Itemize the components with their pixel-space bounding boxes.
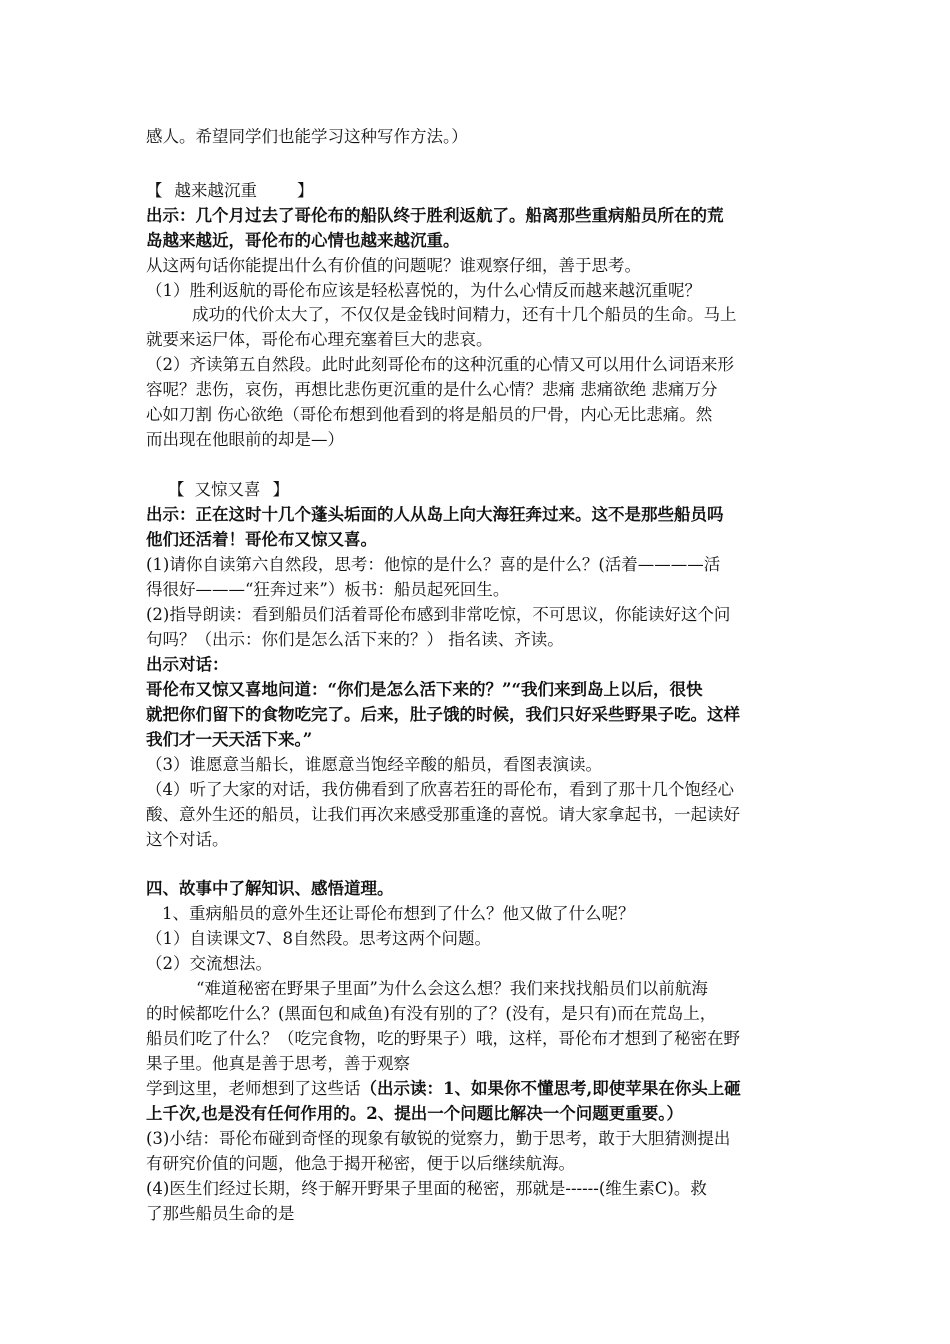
bracket-open: 【 (168, 480, 185, 499)
bracket-open: 【 (146, 181, 163, 200)
show-surprise-line1: 出示：正在这时十几个蓬头垢面的人从岛上向大海狂奔过来。这不是那些船员吗 (146, 505, 724, 524)
heavy-item2-line3: 心如刀割 伤心欲绝（哥伦布想到他看到的将是船员的尸骨，内心无比悲痛。然 (146, 405, 713, 424)
section-four-s2-line1: “难道秘密在野果子里面”为什么会这么想？我们来找找船员们以前航海 (196, 979, 708, 998)
surprise-item2-line1: (2)指导朗读：看到船员们活着哥伦布感到非常吃惊，不可思议，你能读好这个问 (146, 605, 731, 624)
section-four-q1: 1、重病船员的意外生还让哥伦布想到了什么？他又做了什么呢？ (162, 904, 635, 923)
heavy-item1: （1）胜利返航的哥伦布应该是轻松喜悦的，为什么心情反而越来越沉重呢？ (146, 281, 701, 300)
heavy-item2-line4: 而出现在他眼前的却是—） (146, 430, 344, 449)
heading-surprise (168, 477, 848, 502)
surprise-item4-line3: 这个对话。 (146, 830, 229, 849)
bracket-close: 】 (272, 480, 289, 499)
section-four-s1: （1）自读课文7、8自然段。思考这两个问题。 (146, 929, 491, 948)
section-four-s3-line1: (3)小结：哥伦布碰到奇怪的现象有敏锐的觉察力，勤于思考，敢于大胆猜测提出 (146, 1129, 731, 1148)
section-four-s2-line2: 的时候都吃什么？(黑面包和咸鱼)有没有别的了？(没有，是只有)而在荒岛上， (146, 1004, 717, 1023)
surprise-item1-line2: 得很好———“狂奔过来”）板书：船员起死回生。 (146, 580, 510, 599)
surprise-item2-line2: 句吗？（出示：你们是怎么活下来的？） 指名读、齐读。 (146, 630, 564, 649)
show-heavy-line2: 岛越来越近，哥伦布的心情也越来越沉重。 (146, 231, 460, 250)
dialog-line2: 就把你们留下的食物吃完了。后来，肚子饿的时候，我们只好采些野果子吃。这样 (146, 705, 740, 724)
heavy-item2-line2: 容呢？悲伤，哀伤，再想比悲伤更沉重的是什么心情？悲痛 悲痛欲绝 悲痛万分 (146, 380, 718, 399)
teacher-prefix: 学到这里，老师想到了这些话 (146, 1079, 361, 1098)
intro-tail: 感人。希望同学们也能学习这种写作方法。） (146, 127, 468, 146)
surprise-item4-line1: （4）听了大家的对话，我仿佛看到了欣喜若狂的哥伦布，看到了那十几个饱经心 (146, 780, 734, 799)
heading-surprise-text: 又惊又喜 (194, 480, 261, 499)
heavy-item1-expl-line2: 就要来运尸体，哥伦布心理充塞着巨大的悲哀。 (146, 330, 493, 349)
section-four-s2-line4: 果子里。他真是善于思考，善于观察 (146, 1054, 410, 1073)
heavy-item2-line1: （2）齐读第五自然段。此时此刻哥伦布的这种沉重的心情又可以用什么词语来形 (146, 355, 734, 374)
show-surprise-line2: 他们还活着！哥伦布又惊又喜。 (146, 530, 377, 549)
section-four-s4-line1: (4)医生们经过长期，终于解开野果子里面的秘密，那就是------(维生素C)。救 (146, 1179, 707, 1198)
dialog-label: 出示对话： (146, 655, 229, 674)
dialog-line1: 哥伦布又惊又喜地问道：“你们是怎么活下来的？”“我们来到岛上以后，很快 (146, 680, 703, 699)
heading-heavy-text: 越来越沉重 (174, 181, 257, 200)
show-heavy-line1: 出示：几个月过去了哥伦布的船队终于胜利返航了。船离那些重病船员所在的荒 (146, 206, 724, 225)
heading-heavy (146, 178, 826, 203)
section-four-s2: （2）交流想法。 (146, 954, 272, 973)
section-four-s4-line2: 了那些船员生命的是 (146, 1204, 295, 1223)
bracket-close: 】 (297, 181, 314, 200)
section-four-s2-line3: 船员们吃了什么？（吃完食物，吃的野果子）哦，这样，哥伦布才想到了秘密在野 (146, 1029, 740, 1048)
surprise-item3: （3）谁愿意当船长，谁愿意当饱经辛酸的船员，看图表演读。 (146, 755, 602, 774)
question-line: 从这两句话你能提出什么有价值的问题呢？谁观察仔细，善于思考。 (146, 256, 641, 275)
heavy-item1-expl-line1: 成功的代价太大了，不仅仅是金钱时间精力，还有十几个船员的生命。马上 (192, 305, 737, 324)
dialog-line3: 我们才一天天活下来。” (146, 730, 313, 749)
teacher-quote-line1 (146, 1076, 826, 1101)
section-four-heading: 四、故事中了解知识、感悟道理。 (146, 879, 394, 898)
section-four-s3-line2: 有研究价值的问题，他急于揭开秘密，便于以后继续航海。 (146, 1154, 575, 1173)
teacher-bold-line2: 上千次,也是没有任何作用的。2、提出一个问题比解决一个问题更重要。） (146, 1104, 683, 1123)
teacher-bold-line1: （出示读：1、如果你不懂思考,即使苹果在你头上砸 (360, 1079, 741, 1098)
surprise-item4-line2: 酸、意外生还的船员，让我们再次来感受那重逢的喜悦。请大家拿起书，一起读好 (146, 805, 740, 824)
surprise-item1-line1: (1)请你自读第六自然段，思考：他惊的是什么？喜的是什么？(活着————活 (146, 555, 721, 574)
